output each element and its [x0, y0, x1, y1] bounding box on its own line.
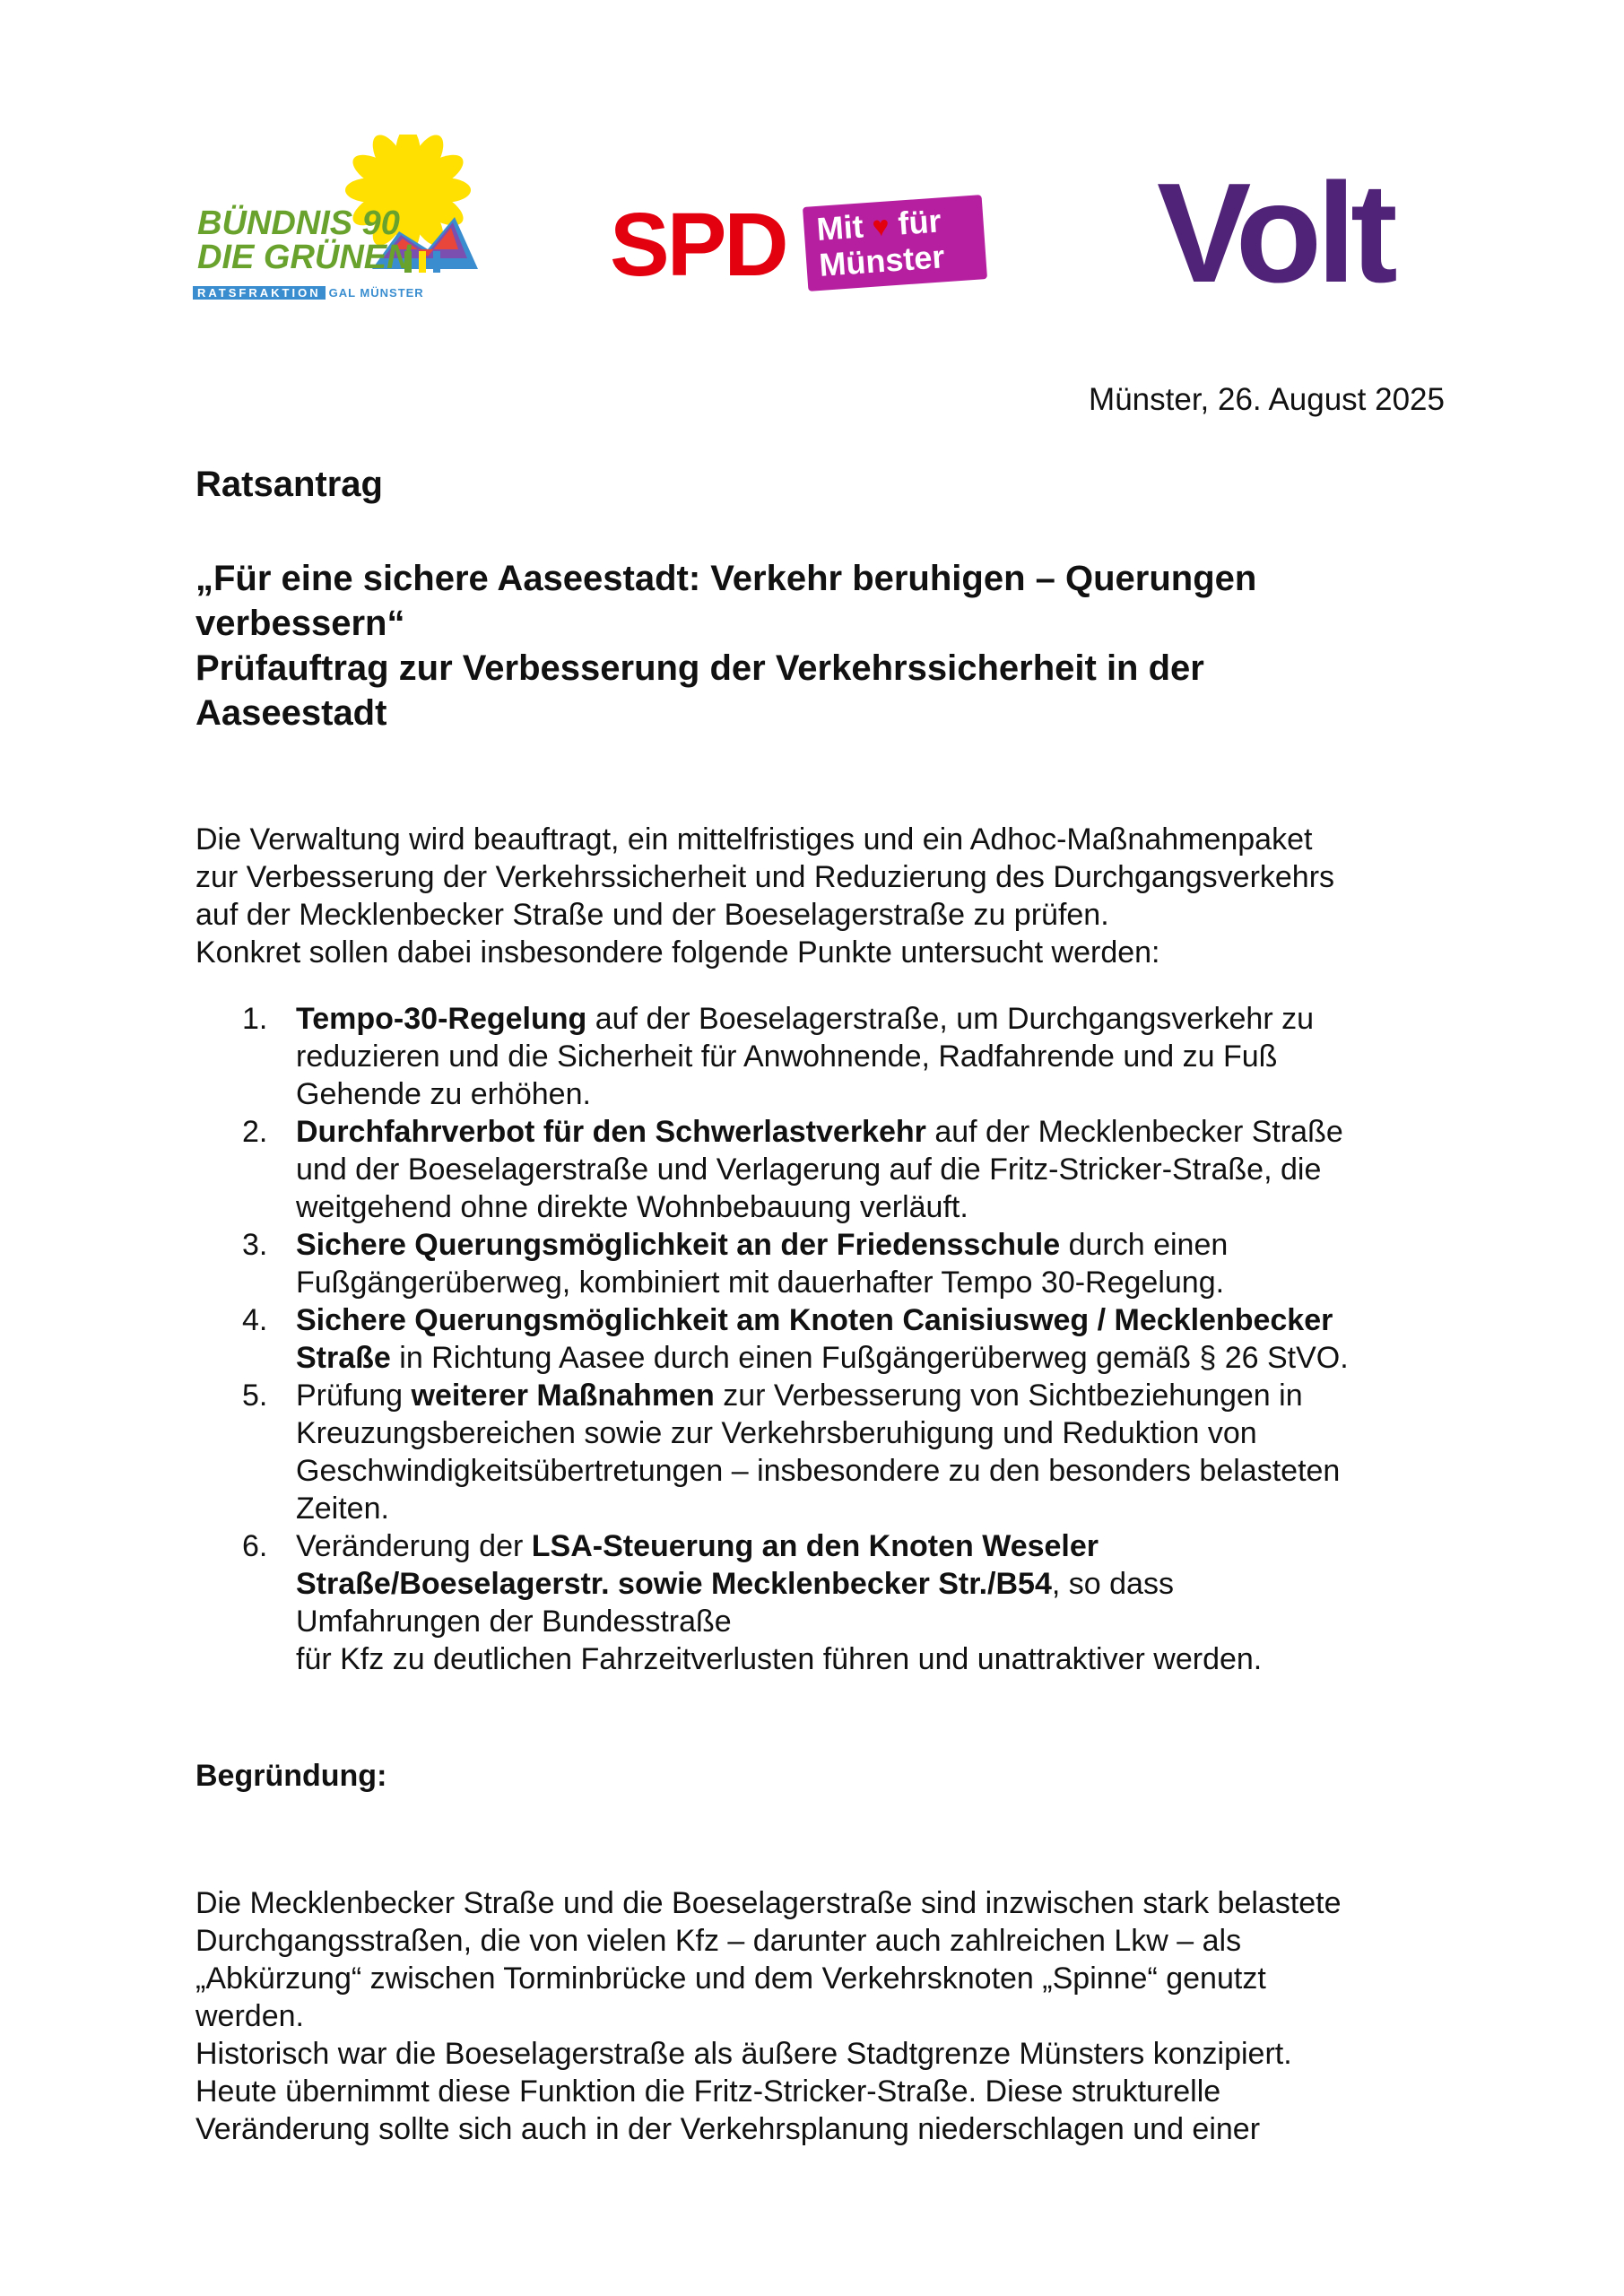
item-bold: weiterer Maßnahmen [411, 1378, 715, 1413]
list-item [195, 1301, 1446, 1377]
intro-line: zur Verbesserung der Verkehrssicherheit und Reduzierung des Durchgangsverkehrs [195, 860, 1335, 894]
gruene-line-2: DIE GRÜNEN [197, 239, 412, 276]
volt-logo [1157, 154, 1453, 312]
begruendung-line: Heute übernimmt diese Funktion die Fritz-Stricker-Straße. Diese strukturelle [195, 2074, 1221, 2109]
begruendung-line: „Abkürzung“ zwischen Torminbrücke und dem Verkehrsknoten „Spinne“ genutzt [195, 1961, 1266, 1996]
item-text: Kreuzungsbereichen sowie zur Verkehrsberuhigung und Reduktion von [296, 1416, 1257, 1450]
begruendung-heading: Begründung: [195, 1759, 387, 1793]
item-text: weitgehend ohne direkte Wohnbebauung verläuft. [296, 1190, 968, 1224]
document-title [195, 556, 1446, 735]
item-text: auf der Mecklenbecker Straße [925, 1115, 1343, 1149]
title-line: Aaseestadt [195, 693, 387, 733]
item-bold: Durchfahrverbot für den Schwerlastverkehr [296, 1115, 926, 1149]
item-text: Geschwindigkeitsübertretungen – insbesondere zu den besonders belasteten [296, 1454, 1341, 1488]
begruendung-line: Die Mecklenbecker Straße und die Boeselagerstraße sind inzwischen stark belastete [195, 1886, 1342, 1920]
list-number: 4. [242, 1303, 268, 1337]
item-bold: LSA-Steuerung an den Knoten Weseler [531, 1529, 1099, 1563]
item-text: in Richtung Aasee durch einen Fußgängerüberweg gemäß § 26 StVO. [390, 1341, 1349, 1375]
item-text: Zeiten. [296, 1492, 389, 1526]
list-number: 1. [242, 1002, 268, 1036]
title-line: verbessern“ [195, 604, 405, 643]
item-bold: Tempo-30-Regelung [296, 1002, 587, 1036]
item-bold: Straße [296, 1341, 391, 1375]
measures-list [195, 1000, 1446, 1678]
item-text: Prüfung [296, 1378, 412, 1413]
intro-line: Die Verwaltung wird beauftragt, ein mittelfristiges und ein Adhoc-Maßnahmenpaket [195, 822, 1313, 857]
item-text: Umfahrungen der Bundesstraße [296, 1605, 732, 1639]
gruene-line-1: BÜNDNIS 90 [197, 204, 400, 242]
intro-line: Konkret sollen dabei insbesondere folgende Punkte untersucht werden: [195, 935, 1160, 970]
item-text: Gehende zu erhöhen. [296, 1077, 591, 1111]
document-type: Ratsantrag [195, 465, 383, 504]
spd-slogan-mit: Mit [815, 207, 864, 248]
intro-paragraph [195, 821, 1446, 971]
list-item [195, 1527, 1446, 1678]
item-text: reduzieren und die Sicherheit für Anwohnende, Radfahrende und zu Fuß [296, 1039, 1278, 1074]
begruendung-paragraph [195, 1884, 1446, 2148]
list-item [195, 1226, 1446, 1301]
title-line: „Für eine sichere Aaseestadt: Verkehr beruhigen – Querungen [195, 559, 1257, 598]
gruene-subtitle [193, 285, 424, 300]
item-text: zur Verbesserung von Sichtbeziehungen in [714, 1378, 1303, 1413]
document-body [195, 462, 1446, 2148]
item-bold: Straße/Boeselagerstr. sowie Mecklenbecker Str./B54 [296, 1567, 1052, 1601]
spd-wordmark: SPD [610, 195, 786, 295]
intro-line: auf der Mecklenbecker Straße und der Boeselagerstraße zu prüfen. [195, 898, 1109, 932]
list-item [195, 1000, 1446, 1113]
item-text: durch einen [1060, 1228, 1229, 1262]
gruene-gal: GAL MÜNSTER [328, 286, 424, 300]
begruendung-line: Historisch war die Boeselagerstraße als äußere Stadtgrenze Münsters konzipiert. [195, 2037, 1292, 2071]
begruendung-line: Durchgangsstraßen, die von vielen Kfz – darunter auch zahlreichen Lkw – als [195, 1924, 1242, 1958]
item-text: Veränderung der [296, 1529, 532, 1563]
item-text: auf der Boeselagerstraße, um Durchgangsverkehr zu [586, 1002, 1315, 1036]
list-item [195, 1377, 1446, 1527]
volt-wordmark: Volt [1157, 154, 1393, 312]
gruene-ratsfraktion: RATSFRAKTION [193, 286, 326, 300]
gruene-logo [193, 135, 489, 305]
list-item [195, 1113, 1446, 1226]
heart-icon: ♥ [871, 209, 890, 243]
begruendung-line: Veränderung sollte sich auch in der Verkehrsplanung niederschlagen und einer [195, 2112, 1261, 2146]
spd-logo [610, 196, 995, 294]
list-number: 5. [242, 1378, 268, 1413]
item-text: für Kfz zu deutlichen Fahrzeitverlusten führen und unattraktiver werden. [296, 1642, 1263, 1676]
list-number: 3. [242, 1228, 268, 1262]
list-number: 6. [242, 1529, 268, 1563]
item-text: und der Boeselagerstraße und Verlagerung auf die Fritz-Stricker-Straße, die [296, 1152, 1322, 1187]
spd-slogan-line-2: Münster [818, 238, 946, 283]
item-text: Fußgängerüberweg, kombiniert mit dauerhafter Tempo 30-Regelung. [296, 1265, 1225, 1300]
document-date: Münster, 26. August 2025 [1089, 382, 1445, 417]
list-number: 2. [242, 1115, 268, 1149]
item-text: , so dass [1051, 1567, 1174, 1601]
spd-slogan-fuer: für [897, 202, 942, 242]
item-bold: Sichere Querungsmöglichkeit an der Friedensschule [296, 1228, 1061, 1262]
begruendung-line: werden. [195, 1999, 304, 2033]
title-line: Prüfauftrag zur Verbesserung der Verkehrssicherheit in der [195, 648, 1204, 688]
spd-slogan-box [803, 195, 987, 291]
item-bold: Sichere Querungsmöglichkeit am Knoten Canisiusweg / Mecklenbecker [296, 1303, 1333, 1337]
